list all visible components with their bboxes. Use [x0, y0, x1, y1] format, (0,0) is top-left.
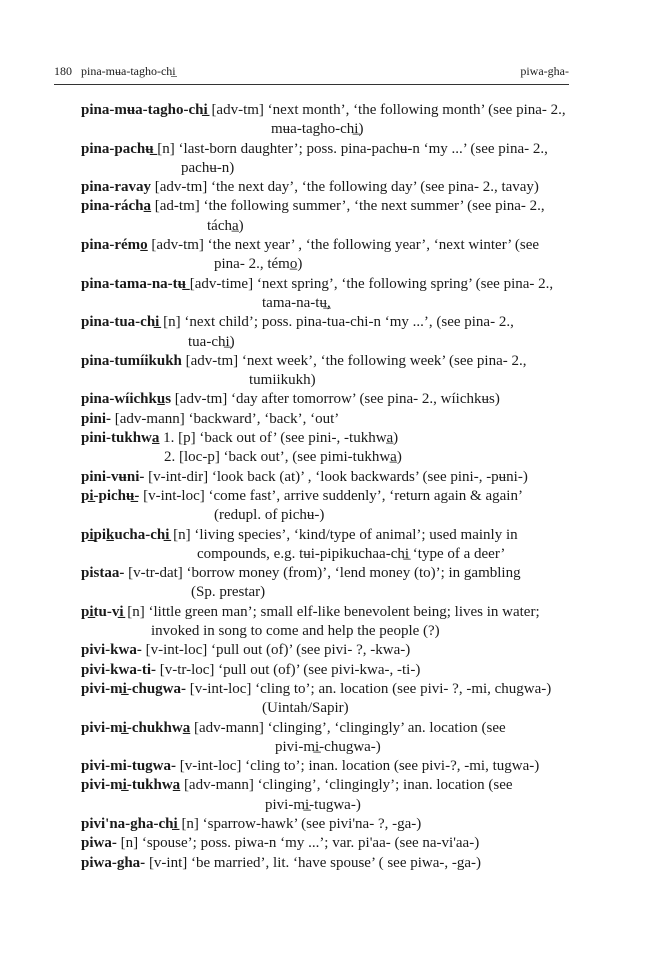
entry-headword: piwa- — [81, 835, 117, 852]
entry-line — [81, 757, 569, 776]
entry-definition: [adv-mann] ‘clinging’, ‘clingingly’ an. location (see — [190, 719, 506, 736]
entry-line — [81, 661, 569, 680]
entry-definition: [ad-tm] ‘the following summer’, ‘the next summer’ (see pina- 2., — [151, 198, 545, 215]
dictionary-entry — [81, 390, 569, 409]
entry-definition: [adv-mann] ‘clinging’, ‘clingingly’; inan. location (see — [180, 777, 513, 794]
entry-headword: pivi-mi̲-chugwa- — [81, 680, 186, 697]
dictionary-entry — [81, 603, 569, 642]
entry-definition: 1. [p] ‘back out of’ (see pini-, -tukhwa̲) — [159, 430, 399, 447]
entry-line — [81, 487, 569, 506]
dictionary-entry — [81, 352, 569, 391]
entry-definition: [v-int-loc] ‘pull out (of)’ (see pivi- ?, -kwa-) — [141, 642, 411, 659]
entry-continuation: compounds, e.g. tʉi-pipikuchaa-chi̲ ‘type of a deer’ — [197, 545, 506, 562]
running-header — [54, 64, 569, 78]
entry-headword: piwa-gha- — [81, 854, 146, 871]
entry-definition: [adv-tm] ‘the next day’, ‘the following day’ (see pina- 2., tavay) — [151, 179, 539, 196]
entry-headword: pi̲tu-vi̲ — [81, 603, 124, 620]
dictionary-entry — [81, 101, 569, 140]
entry-definition: [adv-tm] ‘the next year’ , ‘the following year’, ‘next winter’ (see — [147, 237, 540, 254]
entry-headword: pina-tua-chi̲ — [81, 314, 160, 331]
entry-line — [81, 526, 569, 545]
left-running-head: pina-mʉa-tagho-chi̲ — [81, 64, 176, 78]
entry-line — [81, 564, 569, 583]
dictionary-entry — [81, 313, 569, 352]
entry-headword: pini-tukhwa̲ — [81, 430, 160, 447]
entry-headword: pina-ravay — [81, 179, 152, 196]
entry-line — [81, 410, 569, 429]
entry-line — [81, 101, 569, 120]
entry-headword: pivi-kwa-ti- — [81, 661, 156, 678]
dictionary-entry — [81, 680, 569, 719]
entry-continuation: pivi-mi̲-tugwa-) — [265, 796, 361, 813]
entry-definition: [v-int] ‘be married’, lit. ‘have spouse’ ( see piwa-, -ga-) — [145, 854, 482, 871]
entry-definition: [n] ‘living species’, ‘kind/type of animal’; used mainly in — [169, 526, 518, 543]
entry-definition: [adv-tm] ‘day after tomorrow’ (see pina- 2., wíichkʉs) — [171, 391, 500, 408]
entry-definition: [adv-tm] ‘next week’, ‘the following week’ (see pina- 2., — [181, 352, 527, 369]
dictionary-entry — [81, 854, 569, 873]
dictionary-entry — [81, 815, 569, 834]
entry-continuation: (Uintah/Sapir) — [262, 700, 349, 717]
dictionary-entry — [81, 719, 569, 758]
entry-definition: [n] ‘little green man’; small elf-like benevolent being; lives in water; — [123, 603, 540, 620]
dictionary-entry — [81, 410, 569, 429]
entry-continuation: tumiikukh) — [249, 372, 316, 389]
header-rule — [54, 84, 569, 85]
entry-continuation: (redupl. of pichʉ-) — [214, 507, 325, 524]
entry-headword: pivi'na-gha-chi̲ — [81, 815, 178, 832]
dictionary-entry — [81, 178, 569, 197]
dictionary-entry — [81, 275, 569, 314]
entry-line — [81, 815, 569, 834]
entry-definition: [adv-tm] ‘next month’, ‘the following month’ (see pina- 2., — [207, 102, 566, 118]
dictionary-entry — [81, 834, 569, 853]
dictionary-entry — [81, 140, 569, 179]
dictionary-entry — [81, 487, 569, 526]
entry-continuation: (Sp. prestar) — [191, 584, 266, 601]
dictionary-entry — [81, 429, 569, 468]
dictionary-entry — [81, 564, 569, 603]
page-number: 180 — [54, 64, 72, 78]
dictionary-entry — [81, 641, 569, 660]
entry-headword: pivi-mi̲-chukhwa̲ — [81, 719, 191, 736]
entry-line — [81, 834, 569, 853]
entry-line — [81, 854, 569, 873]
entry-continuation: tama-na-tʉ̲, — [262, 294, 331, 311]
entry-headword: pina-pachʉ̲ — [81, 140, 154, 157]
entry-headword: pi̲-pichʉ̲- — [81, 487, 140, 504]
dictionary-entries — [81, 101, 569, 873]
entry-line — [81, 680, 569, 699]
dictionary-entry — [81, 661, 569, 680]
entry-headword: pivi-mi̲-tukhwa̲ — [81, 777, 181, 794]
entry-headword: pina-tama-na-tʉ̲ — [81, 275, 187, 292]
entry-line — [81, 641, 569, 660]
entry-headword: pini-vʉni- — [81, 468, 145, 485]
entry-definition: [adv-time] ‘next spring’, ‘the following spring’ (see pina- 2., — [186, 275, 554, 292]
entry-headword: pistaa- — [81, 565, 125, 582]
entry-continuation: tácha̲) — [207, 217, 244, 234]
entry-line — [81, 719, 569, 738]
entry-definition: [v-int-dir] ‘look back (at)’ , ‘look backwards’ (see pini-, -pʉni-) — [144, 468, 528, 485]
entry-line — [81, 468, 569, 487]
entry-continuation: invoked in song to come and help the people (?) — [151, 623, 440, 640]
entry-headword: pina-wíichku̲s — [81, 391, 172, 408]
entry-definition: [n] ‘sparrow-hawk’ (see pivi'na- ?, -ga-) — [177, 815, 422, 832]
entry-line — [81, 275, 569, 294]
entry-headword: pivi-mi-tugwa- — [81, 758, 176, 775]
entry-definition: [n] ‘last-born daughter’; poss. pina-pachʉ-n ‘my ...’ (see pina- 2., — [153, 140, 548, 157]
header-left — [54, 64, 176, 78]
entry-continuation: pachʉ-n) — [181, 159, 235, 176]
entry-line — [81, 236, 569, 255]
dictionary-entry — [81, 526, 569, 565]
entry-headword: pi̲pik̲ucha-chi̲ — [81, 526, 170, 543]
entry-definition: [adv-mann] ‘backward’, ‘back’, ‘out’ — [111, 410, 340, 427]
entry-definition: [v-tr-loc] ‘pull out (of)’ (see pivi-kwa-, -ti-) — [156, 661, 421, 678]
entry-continuation: pivi-mi̲-chugwa-) — [275, 738, 381, 755]
entry-headword: pivi-kwa- — [81, 642, 142, 659]
entry-definition: [n] ‘spouse’; poss. piwa-n ‘my ...’; var. pi'aa- (see na-vi'aa-) — [116, 835, 480, 852]
entry-line — [81, 178, 569, 197]
entry-continuation: pina- 2., témo̲) — [214, 256, 303, 273]
entry-headword: pina-tumíikukh — [81, 352, 182, 369]
entry-continuation: 2. [loc-p] ‘back out’, (see pimi-tukhwa̲) — [164, 449, 402, 466]
entry-line — [81, 603, 569, 622]
entry-continuation: mʉa-tagho-chi̲) — [271, 121, 364, 138]
entry-definition: [v-int-loc] ‘come fast’, arrive suddenly’, ‘return again & again’ — [139, 487, 523, 504]
dictionary-entry — [81, 757, 569, 776]
dictionary-entry — [81, 776, 569, 815]
dictionary-entry — [81, 468, 569, 487]
entry-continuation: tua-chi̲) — [188, 333, 235, 350]
right-running-head: piwa-gha- — [520, 64, 569, 78]
entry-headword: pina-mʉa-tagho-chi̲ — [81, 102, 208, 118]
entry-line — [81, 429, 569, 448]
entry-definition: [v-int-loc] ‘cling to’; an. location (see pivi- ?, -mi, chugwa-) — [186, 680, 552, 697]
entry-line — [81, 776, 569, 795]
entry-definition: [v-tr-dat] ‘borrow money (from)’, ‘lend money (to)’; in gambling — [124, 565, 521, 582]
dictionary-entry — [81, 197, 569, 236]
entry-line — [81, 352, 569, 371]
entry-line — [81, 140, 569, 159]
entry-headword: pini- — [81, 410, 112, 427]
entry-line — [81, 390, 569, 409]
entry-headword: pina-rémo̲ — [81, 237, 148, 254]
dictionary-entry — [81, 236, 569, 275]
entry-headword: pina-rácha̲ — [81, 198, 152, 215]
entry-definition: [v-int-loc] ‘cling to’; inan. location (see pivi-?, -mi, tugwa-) — [176, 758, 540, 775]
entry-line — [81, 313, 569, 332]
entry-line — [81, 197, 569, 216]
entry-definition: [n] ‘next child’; poss. pina-tua-chi-n ‘my ...’, (see pina- 2., — [159, 314, 514, 331]
